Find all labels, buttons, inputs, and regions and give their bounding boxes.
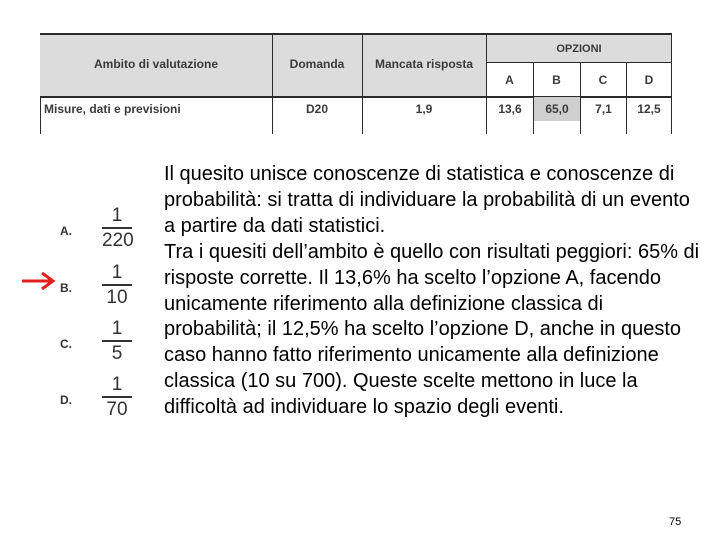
option-b-letter: B. xyxy=(60,281,72,295)
row-option-b-value: 65,0 xyxy=(534,97,580,121)
header-option-c: C xyxy=(598,72,608,87)
header-option-a: A xyxy=(505,72,514,87)
fraction-bar xyxy=(102,227,132,229)
row-ambito: Misure, dati e previsioni xyxy=(44,102,181,116)
option-a-denominator: 220 xyxy=(102,230,134,251)
option-b-denominator: 10 xyxy=(106,287,128,308)
header-mancata-risposta: Mancata risposta xyxy=(374,57,474,71)
row-mancata-risposta: 1,9 xyxy=(415,102,433,116)
row-option-a-value: 13,6 xyxy=(498,102,522,116)
red-arrow-icon xyxy=(20,270,58,292)
results-table xyxy=(40,33,672,134)
header-opzioni: OPZIONI xyxy=(556,42,602,55)
commentary-text xyxy=(164,162,704,421)
header-ambito: Ambito di valutazione xyxy=(93,57,218,71)
header-domanda: Domanda xyxy=(289,57,345,71)
option-a-numerator: 1 xyxy=(111,205,123,226)
option-d-fraction xyxy=(102,374,132,420)
commentary-paragraph-1: Il quesito unisce conoscenze di statistica e conoscenze di probabilità: si tratta di individuare la probabilità di un evento a partire da dati statistici. xyxy=(164,163,690,237)
header-option-d: D xyxy=(644,72,654,87)
option-a-letter: A. xyxy=(60,224,72,238)
fraction-bar xyxy=(102,396,132,398)
option-c-letter: C. xyxy=(60,337,72,351)
commentary-paragraph-2: Tra i quesiti dell’ambito è quello con risultati peggiori: 65% di risposte corrette. Il 13,6% ha scelto l’opzione A, facendo unicamente riferimento alla definizione classica di probabilità; il 12,5% ha scelto l’opzione D, anche in questo caso hanno fatto riferimento unicamente alla definizione classica (10 su 700). Queste scelte mettono in luce la difficoltà ad individuare lo spazio degli eventi. xyxy=(164,240,700,419)
option-b-fraction xyxy=(102,262,132,308)
option-d-denominator: 70 xyxy=(106,399,128,420)
page-number: 75 xyxy=(669,516,682,528)
option-b-numerator: 1 xyxy=(111,262,123,283)
option-d-numerator: 1 xyxy=(111,374,123,395)
row-domanda: D20 xyxy=(305,102,328,116)
header-option-b: B xyxy=(552,72,561,87)
option-c-fraction xyxy=(102,318,132,364)
fraction-bar xyxy=(102,340,132,342)
fraction-bar xyxy=(102,284,132,286)
option-d-letter: D. xyxy=(60,393,72,407)
option-a-fraction xyxy=(102,205,132,251)
table-left-border xyxy=(40,96,41,134)
row-option-c-value: 7,1 xyxy=(595,102,612,116)
option-c-denominator: 5 xyxy=(111,343,123,364)
option-c-numerator: 1 xyxy=(111,318,123,339)
row-option-d-value: 12,5 xyxy=(637,102,661,116)
